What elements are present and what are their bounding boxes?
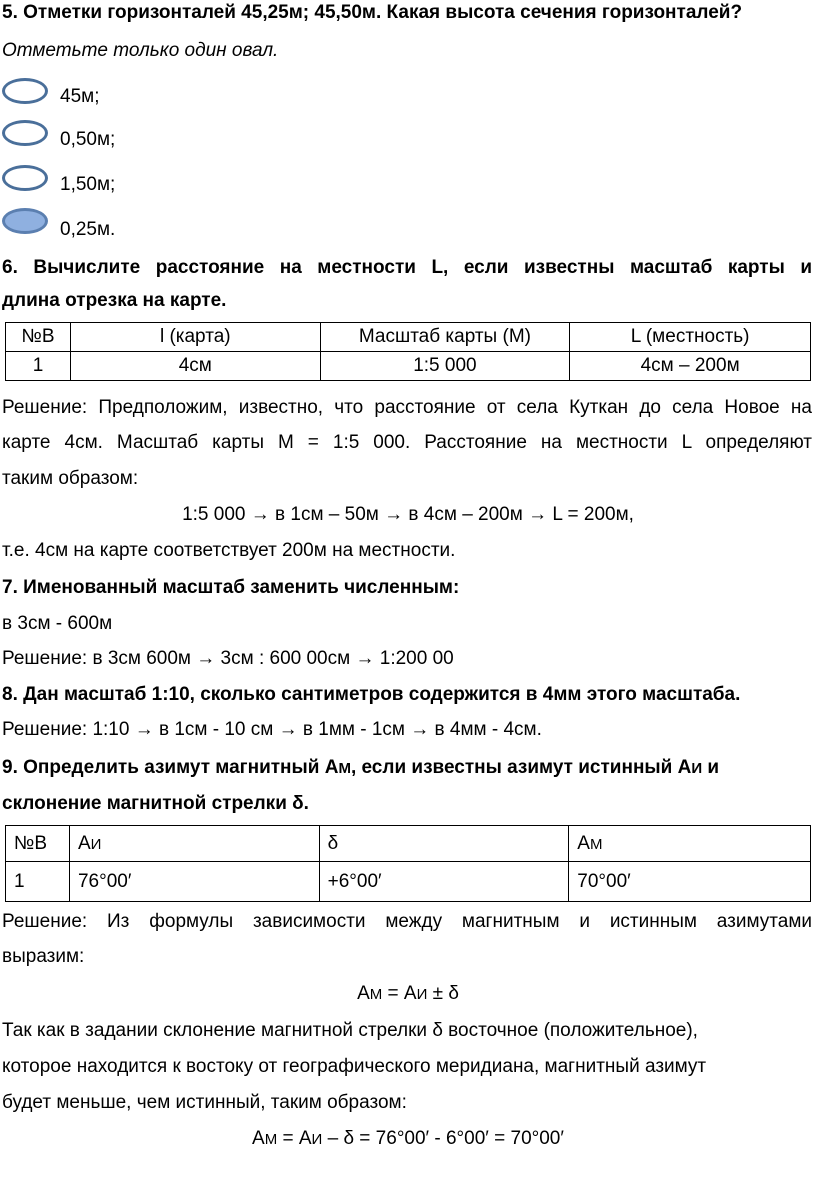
q8-solution: Решение: 1:10 → в 1см - 10 см → в 1мм - 1см → в 4мм - 4см.: [2, 719, 542, 740]
q5-title: 5. Отметки горизонталей 45,25м; 45,50м. Какая высота сечения горизонталей?: [2, 2, 743, 23]
q9-formula1: АМ = АИ ± δ: [357, 983, 459, 1004]
q5-option-3[interactable]: [0, 165, 300, 205]
table-header-cell: l (карта): [70, 323, 320, 352]
table-header-cell: δ: [319, 826, 569, 862]
table-header-cell: Масштаб карты (М): [320, 323, 570, 352]
table-cell: 1: [6, 862, 70, 902]
q9-title-line2: склонение магнитной стрелки δ.: [2, 793, 309, 814]
q9-solution-line2: выразим:: [2, 946, 85, 967]
q7-solution: Решение: в 3см 600м → 3см : 600 00см → 1:200 00: [2, 648, 454, 669]
q5-option-1[interactable]: [0, 78, 300, 118]
radio-oval-icon[interactable]: [2, 120, 48, 146]
table-cell: 70°00′: [569, 862, 811, 902]
radio-oval-selected-icon[interactable]: [2, 208, 48, 234]
radio-oval-icon[interactable]: [2, 78, 48, 104]
table-header-row: [6, 826, 811, 862]
table-header-cell: АИ: [69, 826, 319, 862]
q5-option-label: 45м;: [60, 86, 100, 107]
q9-text-line2: которое находится к востоку от географического меридиана, магнитный азимут: [2, 1056, 707, 1077]
q6-solution-line2: карте 4см. Масштаб карты М = 1:5 000. Расстояние на местности L определяют: [2, 432, 812, 453]
q8-title: 8. Дан масштаб 1:10, сколько сантиметров содержится в 4мм этого масштаба.: [2, 684, 741, 705]
q5-option-2[interactable]: [0, 120, 300, 160]
table-header-cell: АМ: [569, 826, 811, 862]
q9-title-line1: 9. Определить азимут магнитный АМ, если известны азимут истинный АИ и: [2, 757, 720, 778]
q6-title-line1: 6. Вычислите расстояние на местности L, если известны масштаб карты и: [2, 257, 812, 278]
q6-conclusion: т.е. 4см на карте соответствует 200м на местности.: [2, 540, 456, 561]
q7-given: в 3см - 600м: [2, 613, 113, 634]
q5-instruction: Отметьте только один овал.: [2, 40, 279, 61]
q6-table: [5, 322, 811, 381]
q9-text-line1: Так как в задании склонение магнитной стрелки δ восточное (положительное),: [2, 1020, 698, 1041]
q9-solution-line1: Решение: Из формулы зависимости между магнитным и истинным азимутами: [2, 911, 812, 932]
table-header-cell: L (местность): [570, 323, 811, 352]
q5-option-label: 0,50м;: [60, 129, 116, 150]
q6-title-line2: длина отрезка на карте.: [2, 290, 227, 311]
q9-table: [5, 825, 811, 902]
q5-option-4[interactable]: [0, 208, 300, 248]
table-row: [6, 352, 811, 381]
table-row: [6, 862, 811, 902]
table-cell: 1:5 000: [320, 352, 570, 381]
table-cell: +6°00′: [319, 862, 569, 902]
table-header-cell: №В: [6, 826, 70, 862]
table-header-cell: №В: [6, 323, 71, 352]
q6-solution-line3: таким образом:: [2, 468, 139, 489]
q5-option-label: 1,50м;: [60, 174, 116, 195]
q5-option-label: 0,25м.: [60, 219, 116, 240]
table-cell: 76°00′: [69, 862, 319, 902]
q6-formula: 1:5 000 → в 1см – 50м → в 4см – 200м → L = 200м,: [182, 504, 634, 525]
table-cell: 4см: [70, 352, 320, 381]
q7-title: 7. Именованный масштаб заменить численным:: [2, 577, 460, 598]
q9-formula2: АМ = АИ – δ = 76°00′ - 6°00′ = 70°00′: [252, 1128, 564, 1149]
table-cell: 4см – 200м: [570, 352, 811, 381]
radio-oval-icon[interactable]: [2, 165, 48, 191]
table-header-row: [6, 323, 811, 352]
q6-solution-line1: Решение: Предположим, известно, что расстояние от села Куткан до села Новое на: [2, 397, 812, 418]
q9-text-line3: будет меньше, чем истинный, таким образом:: [2, 1092, 407, 1113]
table-cell: 1: [6, 352, 71, 381]
